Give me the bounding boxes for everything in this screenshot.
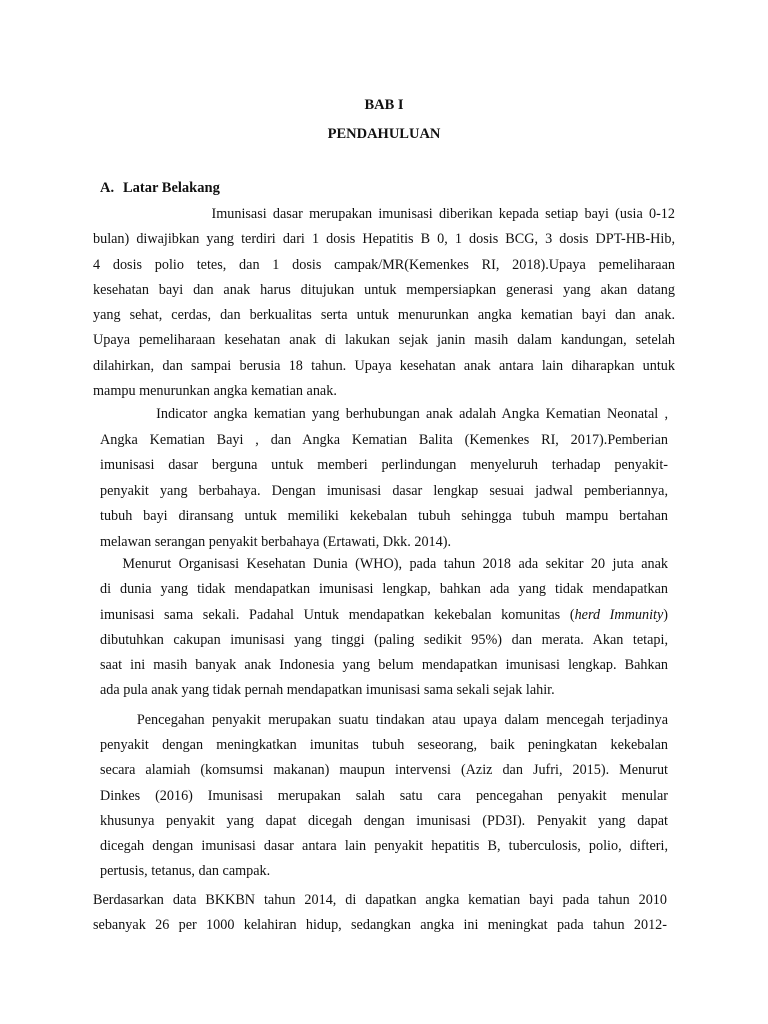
section-number: A.: [100, 180, 115, 196]
paragraph-line: Pencegahan penyakit merupakan suatu tindakan atau upaya dalam mencegah terjadinya: [100, 712, 668, 728]
paragraph-3: [100, 552, 668, 704]
paragraph-line: kesehatan bayi dan anak harus ditujukan untuk mempersiapkan generasi yang akan datang: [93, 281, 675, 298]
paragraph-line: di dunia yang tidak mendapatkan imunisasi lengkap, bahkan ada yang tidak mendapatkan: [100, 581, 668, 598]
paragraph-line: penyakit dengan meningkatkan imunitas tubuh seseorang, baik peningkatan kekebalan: [100, 737, 668, 754]
chapter-title: PENDAHULUAN: [327, 126, 441, 142]
chapter-number: BAB I: [364, 97, 404, 113]
paragraph-line: khusunya penyakit yang dapat dicegah dengan imunisasi (PD3I). Penyakit yang dapat: [100, 812, 668, 829]
paragraph-line: Angka Kematian Bayi , dan Angka Kematian Balita (Kemenkes RI, 2017).Pemberian: [100, 431, 668, 448]
paragraph-line: saat ini masih banyak anak Indonesia yang belum mendapatkan imunisasi lengkap. Bahkan: [100, 657, 668, 674]
paragraph-line: secara alamiah (komsumsi makanan) maupun intervensi (Aziz dan Jufri, 2015). Menurut: [100, 762, 668, 779]
paragraph-line: sebanyak 26 per 1000 kelahiran hidup, sedangkan angka ini meningkat pada tahun 2012-: [93, 917, 667, 934]
text-run: imunisasi sama sekali. Padahal Untuk mendapatkan kekebalan komunitas (: [100, 606, 575, 623]
paragraph-line: bulan) diwajibkan yang terdiri dari 1 dosis Hepatitis B 0, 1 dosis BCG, 3 dosis DPT-HB-Hib,: [93, 231, 675, 248]
paragraph-5: [93, 888, 667, 939]
paragraph-line: melawan serangan penyakit berbahaya (Ertawati, Dkk. 2014).: [100, 533, 452, 550]
section-heading: [100, 180, 220, 197]
paragraph-line: Indicator angka kematian yang berhubungan anak adalah Angka Kematian Neonatal ,: [100, 406, 668, 422]
paragraph-line: Upaya pemeliharaan kesehatan anak di lakukan sejak janin masih dalam kandungan, setelah: [93, 332, 675, 349]
paragraph-line: [100, 603, 668, 628]
paragraph-line: Imunisasi dasar merupakan imunisasi diberikan kepada setiap bayi (usia 0-12: [93, 206, 675, 222]
paragraph-line: dilahirkan, dan sampai berusia 18 tahun. Upaya kesehatan anak antara lain diharapkan untuk: [93, 357, 675, 374]
italic-term: herd Immunity: [574, 606, 664, 623]
text-run: ): [663, 606, 668, 623]
paragraph-line: Berdasarkan data BKKBN tahun 2014, di dapatkan angka kematian bayi pada tahun 2010: [93, 892, 667, 908]
paragraph-line: mampu menurunkan angka kematian anak.: [93, 383, 337, 400]
paragraph-1: [93, 202, 675, 404]
paragraph-line: penyakit yang berbahaya. Dengan imunisasi dasar lengkap sesuai jadwal pemberiannya,: [100, 482, 668, 499]
paragraph-line: 4 dosis polio tetes, dan 1 dosis campak/MR(Kemenkes RI, 2018).Upaya pemeliharaan: [93, 256, 675, 273]
section-title: Latar Belakang: [123, 180, 220, 196]
paragraph-line: ada pula anak yang tidak pernah mendapatkan imunisasi sama sekali sejak lahir.: [100, 682, 555, 699]
paragraph-line: dibutuhkan cakupan imunisasi yang tinggi (paling sedikit 95%) dan merata. Akan tetapi,: [100, 631, 668, 648]
paragraph-2: [100, 402, 668, 555]
paragraph-line: tubuh bayi diransang untuk memiliki kekebalan tubuh sehingga tubuh mampu bertahan: [100, 508, 668, 524]
paragraph-line: Dinkes (2016) Imunisasi merupakan salah satu cara pencegahan penyakit menular: [100, 787, 668, 804]
paragraph-line: pertusis, tetanus, dan campak.: [100, 863, 271, 880]
paragraph-line: dicegah dengan imunisasi dasar antara lain penyakit hepatitis B, tuberculosis, polio, difteri,: [100, 838, 668, 855]
paragraph-4: [100, 708, 668, 884]
paragraph-line: yang sehat, cerdas, dan berkualitas serta untuk menurunkan angka kematian bayi dan anak.: [93, 307, 675, 324]
paragraph-line: imunisasi dasar berguna untuk memberi perlindungan menyeluruh terhadap penyakit-: [100, 457, 668, 473]
paragraph-line: Menurut Organisasi Kesehatan Dunia (WHO), pada tahun 2018 ada sekitar 20 juta anak: [100, 556, 668, 572]
